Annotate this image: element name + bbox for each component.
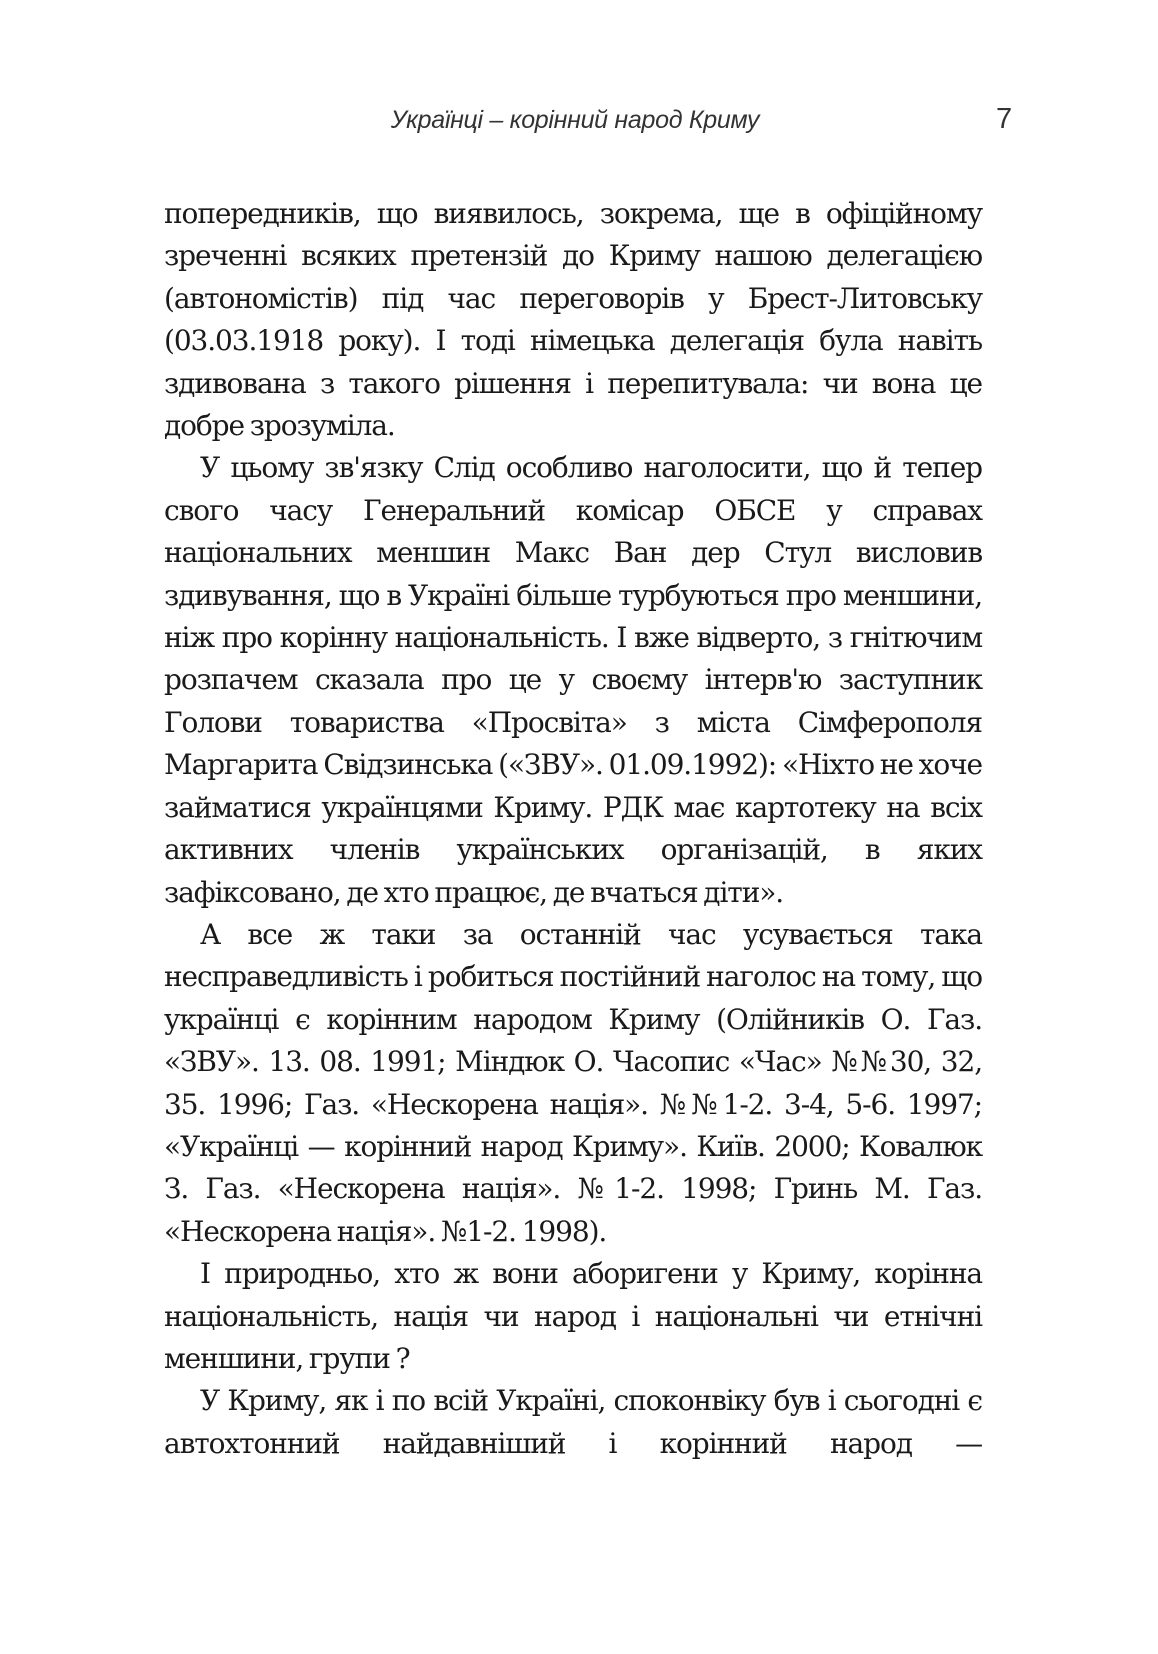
paragraph: У цьому зв'язку Слід особливо наголосити, що й тепер свого часу Генеральний комісар ОБСЕ у справах національних меншин Макс Ван дер Стул висловив здивування, що в Україні більше турбуються про меншини, ніж про корінну національність. І вже відверто, з гнітючим розпачем сказала про це у своєму інтерв'ю заступник Голови товариства «Просвіта» з міста Сімферополя Маргарита Свідзинська («ЗВУ». 01.09.1992): «Ніхто не хоче займатися українцями Криму. РДК має картотеку на всіх активних членів українських організацій, в яких зафіксовано, де хто працює, де вчаться діти». [164, 451, 982, 909]
paragraph-continuation: попередників, що виявилось, зокрема, ще в офіційному зреченні всяких претензій до Криму нашою делегацією (автономістів) під час переговорів у Брест-Литовську (03.03.1918 року). І тоді німецька делегація була навіть здивована з такого рішення і перепитувала: чи вона це добре зрозуміла. [164, 197, 982, 443]
running-title: Українці – корінний народ Криму [390, 106, 760, 134]
body-text [164, 193, 982, 1465]
paragraph: У Криму, як і по всій Україні, споконвіку був і сьогодні є автохтонний найдавніший і корінний народ — [164, 1384, 982, 1460]
page-number: 7 [996, 103, 1013, 135]
paragraph: А все ж таки за останній час усувається така несправедливість і робиться постійний наголос на тому, що українці є корінним народом Криму (Олійників О. Газ. «ЗВУ». 13. 08. 1991; Міндюк О. Часопис «Час» №№30, 32, 35. 1996; Газ. «Нескорена нація». №№1-2. 3-4, 5-6. 1997; «Українці — корінний народ Криму». Київ. 2000; Ковалюк З. Газ. «Нескорена нація». №1-2. 1998; Гринь М. Газ. «Нескорена нація». №1-2. 1998). [164, 917, 982, 1248]
paragraph: І природньо, хто ж вони аборигени у Криму, корінна національність, нація чи народ і національні чи етнічні меншини, групи ? [164, 1257, 982, 1375]
running-head [0, 103, 1158, 146]
